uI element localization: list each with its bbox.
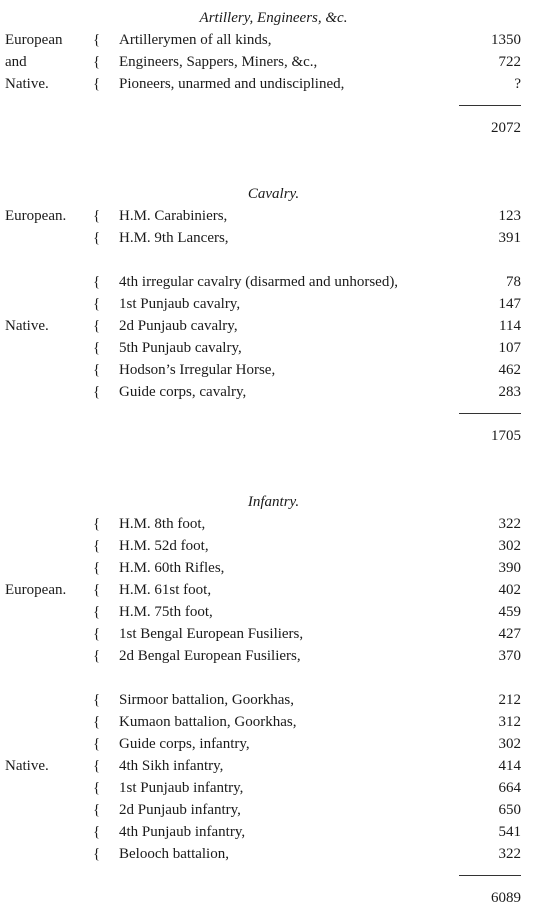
table-row	[0, 711, 547, 733]
row-item-label: 1st Bengal European Fusiliers,	[119, 626, 304, 642]
table-row	[0, 315, 547, 337]
row-value: 312	[498, 714, 521, 730]
row-item-label: H.M. 61st foot,	[119, 582, 212, 598]
table-row	[0, 513, 547, 535]
brace-mark: {	[93, 648, 101, 664]
table-row	[0, 293, 547, 315]
total-rule	[459, 875, 521, 876]
table-row	[0, 227, 547, 249]
row-value: 650	[498, 802, 521, 818]
row-value: 541	[498, 824, 521, 840]
row-item-label: Guide corps, infantry,	[119, 736, 250, 752]
section-heading: Cavalry.	[247, 186, 300, 202]
row-value: 322	[498, 846, 521, 862]
table-row	[0, 359, 547, 381]
row-value: 147	[498, 296, 521, 312]
table-row	[0, 799, 547, 821]
brace-mark: {	[93, 582, 101, 598]
group-label: Native.	[5, 76, 49, 92]
table-row	[0, 645, 547, 667]
brace-mark: {	[93, 780, 101, 796]
brace-mark: {	[93, 560, 101, 576]
row-value: ?	[514, 76, 521, 92]
brace-mark: {	[93, 384, 101, 400]
row-item-label: H.M. 60th Rifles,	[119, 560, 225, 576]
table-row	[0, 843, 547, 865]
group-label: Native.	[5, 758, 49, 774]
table-row	[0, 73, 547, 95]
table-row	[0, 777, 547, 799]
row-item-label: Artillerymen of all kinds,	[119, 32, 272, 48]
row-item-label: 5th Punjaub cavalry,	[119, 340, 242, 356]
table-row	[0, 579, 547, 601]
group-label: Native.	[5, 318, 49, 334]
row-item-label: Sirmoor battalion, Goorkhas,	[119, 692, 294, 708]
brace-mark: {	[93, 802, 101, 818]
brace-mark: {	[93, 758, 101, 774]
brace-mark: {	[93, 824, 101, 840]
row-value: 391	[498, 230, 521, 246]
row-value: 722	[498, 54, 521, 70]
brace-mark: {	[93, 230, 101, 246]
row-item-label: 2d Punjaub infantry,	[119, 802, 241, 818]
group-label: European.	[5, 582, 67, 598]
row-item-label: H.M. Carabiniers,	[119, 208, 228, 224]
brace-mark: {	[93, 208, 101, 224]
row-item-label: H.M. 8th foot,	[119, 516, 206, 532]
row-value: 414	[498, 758, 521, 774]
row-value: 664	[498, 780, 521, 796]
group-label: European.	[5, 208, 67, 224]
brace-mark: {	[93, 626, 101, 642]
table-row	[0, 535, 547, 557]
section-total: 2072	[491, 120, 521, 136]
group-label: and	[5, 54, 27, 70]
table-row	[0, 601, 547, 623]
brace-mark: {	[93, 340, 101, 356]
table-row	[0, 733, 547, 755]
brace-mark: {	[93, 76, 101, 92]
row-value: 1350	[491, 32, 521, 48]
row-item-label: H.M. 75th foot,	[119, 604, 213, 620]
table-row	[0, 337, 547, 359]
row-item-label: 2d Punjaub cavalry,	[119, 318, 238, 334]
row-value: 107	[498, 340, 521, 356]
brace-mark: {	[93, 604, 101, 620]
row-value: 123	[498, 208, 521, 224]
brace-mark: {	[93, 714, 101, 730]
table-row	[0, 755, 547, 777]
row-value: 114	[499, 318, 521, 334]
section-heading: Infantry.	[247, 494, 300, 510]
table-row	[0, 821, 547, 843]
row-item-label: Belooch battalion,	[119, 846, 229, 862]
row-value: 459	[498, 604, 521, 620]
table-row	[0, 623, 547, 645]
brace-mark: {	[93, 516, 101, 532]
row-item-label: 4th Sikh infantry,	[119, 758, 224, 774]
table-row	[0, 271, 547, 293]
row-value: 302	[498, 736, 521, 752]
table-row	[0, 557, 547, 579]
section-total: 1705	[491, 428, 521, 444]
row-item-label: 1st Punjaub infantry,	[119, 780, 244, 796]
section-heading: Artillery, Engineers, &c.	[199, 10, 348, 26]
brace-mark: {	[93, 846, 101, 862]
table-row	[0, 381, 547, 403]
brace-mark: {	[93, 54, 101, 70]
table-row	[0, 205, 547, 227]
brace-mark: {	[93, 362, 101, 378]
row-item-label: 2d Bengal European Fusiliers,	[119, 648, 301, 664]
table-row	[0, 51, 547, 73]
row-value: 212	[498, 692, 521, 708]
group-label: European	[5, 32, 63, 48]
brace-mark: {	[93, 736, 101, 752]
row-item-label: 1st Punjaub cavalry,	[119, 296, 241, 312]
row-item-label: Engineers, Sappers, Miners, &c.,	[119, 54, 318, 70]
brace-mark: {	[93, 692, 101, 708]
brace-mark: {	[93, 538, 101, 554]
brace-mark: {	[93, 274, 101, 290]
row-item-label: Kumaon battalion, Goorkhas,	[119, 714, 297, 730]
row-item-label: H.M. 9th Lancers,	[119, 230, 229, 246]
brace-mark: {	[93, 32, 101, 48]
row-item-label: 4th irregular cavalry (disarmed and unhorsed),	[119, 274, 399, 290]
table-row	[0, 689, 547, 711]
row-item-label: Guide corps, cavalry,	[119, 384, 247, 400]
row-value: 402	[498, 582, 521, 598]
row-item-label: H.M. 52d foot,	[119, 538, 209, 554]
row-value: 322	[498, 516, 521, 532]
row-value: 78	[506, 274, 521, 290]
total-rule	[459, 413, 521, 414]
row-value: 462	[498, 362, 521, 378]
row-value: 390	[498, 560, 521, 576]
row-value: 283	[498, 384, 521, 400]
table-row	[0, 29, 547, 51]
row-value: 302	[498, 538, 521, 554]
row-item-label: Pioneers, unarmed and undisciplined,	[119, 76, 345, 92]
brace-mark: {	[93, 296, 101, 312]
row-item-label: 4th Punjaub infantry,	[119, 824, 246, 840]
section-total: 6089	[491, 890, 521, 906]
row-value: 370	[498, 648, 521, 664]
row-value: 427	[498, 626, 521, 642]
row-item-label: Hodson’s Irregular Horse,	[119, 362, 276, 378]
total-rule	[459, 105, 521, 106]
brace-mark: {	[93, 318, 101, 334]
